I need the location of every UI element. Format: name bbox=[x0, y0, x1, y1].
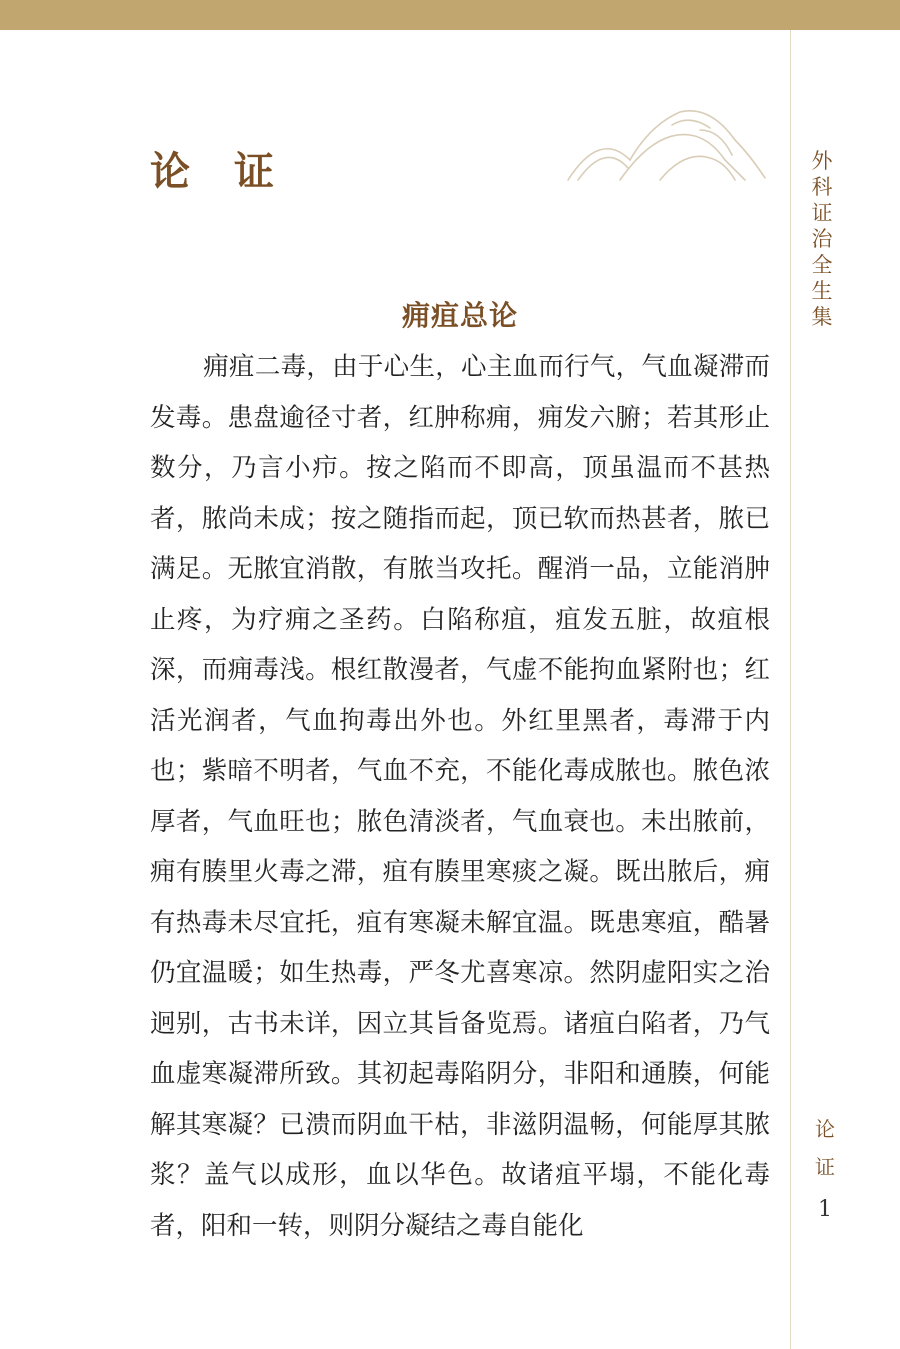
book-title-char: 外 bbox=[811, 149, 833, 173]
book-title-char: 证 bbox=[811, 201, 833, 225]
section-heading: 痈疽总论 bbox=[401, 299, 518, 332]
book-title-char: 治 bbox=[811, 227, 833, 251]
chapter-title: 论 证 bbox=[150, 148, 276, 195]
body-paragraph bbox=[150, 342, 770, 1251]
side-chapter-label bbox=[810, 1110, 840, 1186]
paragraph-text: 痈疽二毒，由于心生，心主血而行气，气血凝滞而发毒。患盘逾径寸者，红肿称痈，痈发六腑；若其形止数分，乃言小疖。按之陷而不即高，顶虽温而不甚热者，脓尚未成；按之随指而起，顶已软而热甚者，脓已满足。无脓宜消散，有脓当攻托。醒消一品，立能消肿止疼，为疗痈之圣药。白陷称疽，疽发五脏，故疽根深，而痈毒浅。根红散漫者，气虚不能拘血紧附也；红活光润者，气血拘毒出外也。外红里黑者，毒滞于内也；紫暗不明者，气血不充，不能化毒成脓也。脓色浓厚者，气血旺也；脓色清淡者，气血衰也。未出脓前，痈有腠里火毒之滞，疽有腠里寒痰之凝。既出脓后，痈有热毒未尽宜托，疽有寒凝未解宜温。既患寒疽，酷暑仍宜温暖；如生热毒，严冬尤喜寒凉。然阴虚阳实之治迥别，古书未详，因立其旨备览焉。诸疽白陷者，乃气血虚寒凝滞所致。其初起毒陷阴分，非阳和通腠，何能解其寒凝？已溃而阴血干枯，非滋阴温畅，何能厚其脓浆？盖气以成形，血以华色。故诸疽平塌，不能化毒者，阳和一转，则阴分凝结之毒自能化 bbox=[150, 352, 770, 1241]
page-number: 1 bbox=[818, 1197, 832, 1222]
book-title-char: 全 bbox=[811, 253, 833, 277]
book-title-char: 科 bbox=[811, 175, 833, 199]
top-color-bar bbox=[0, 0, 900, 30]
side-chapter-char: 证 bbox=[815, 1155, 835, 1179]
book-title-vertical bbox=[808, 148, 836, 330]
side-chapter-char: 论 bbox=[815, 1117, 835, 1141]
book-title-char: 集 bbox=[811, 305, 833, 329]
mountain-decoration-icon bbox=[560, 100, 770, 190]
margin-rule bbox=[790, 30, 791, 1349]
book-title-char: 生 bbox=[811, 279, 833, 303]
